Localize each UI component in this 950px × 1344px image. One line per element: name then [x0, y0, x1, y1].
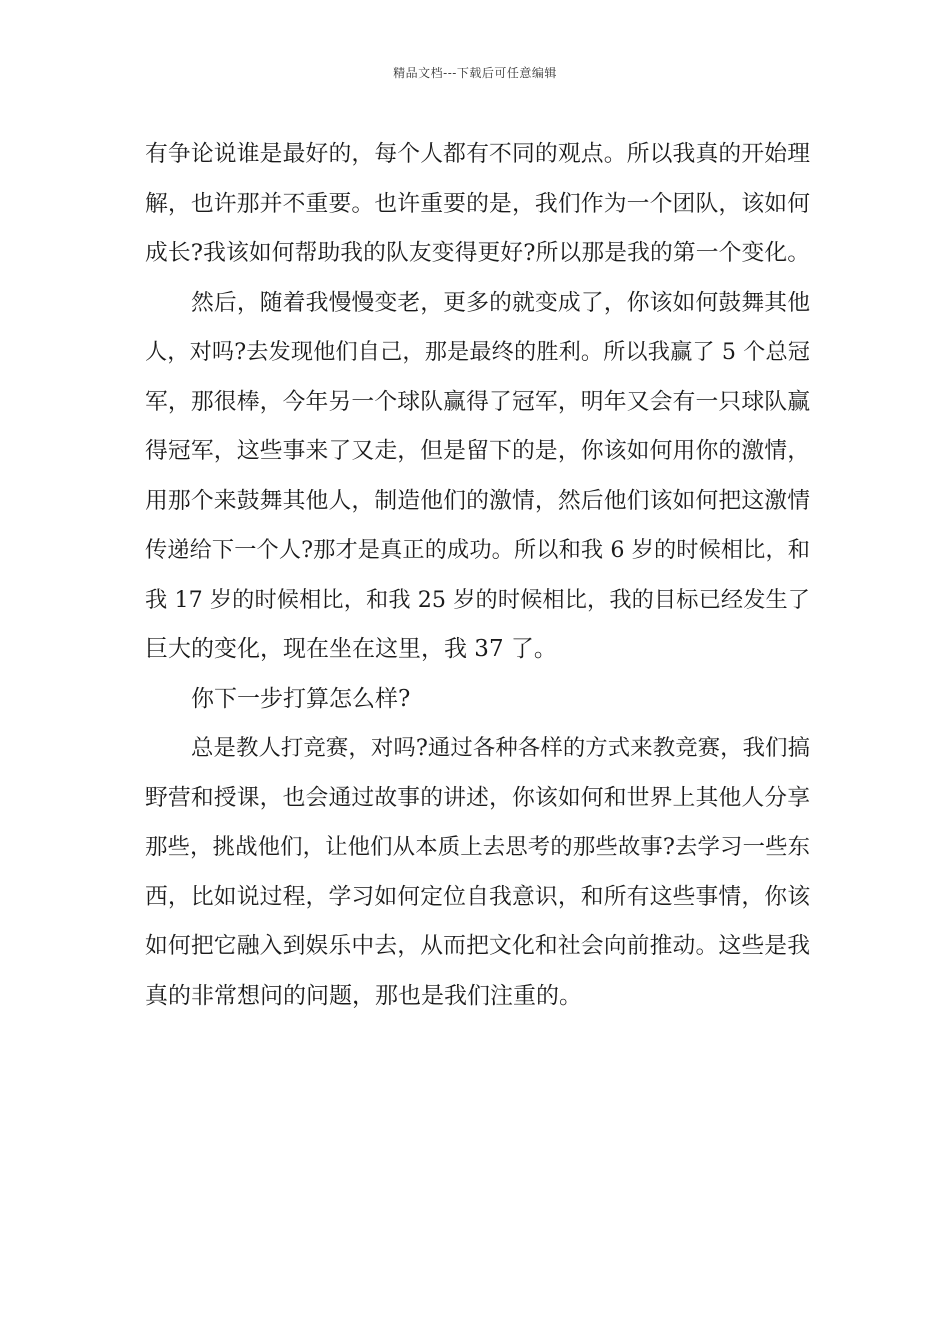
text-line: 总是教人打竞赛，对吗?通过各种各样的方式来教竞赛，我们搞	[191, 735, 810, 761]
text-line: 传递给下一个人?那才是真正的成功。所以和我 6 岁的时候相比，和	[145, 537, 810, 563]
text-line: 得冠军，这些事来了又走，但是留下的是，你该如何用你的激情，	[145, 438, 810, 464]
text-line: 成长?我该如何帮助我的队友变得更好?所以那是我的第一个变化。	[145, 240, 810, 266]
text-line: 真的非常想问的问题，那也是我们注重的。	[145, 982, 582, 1009]
text-line: 用那个来鼓舞其他人，制造他们的激情，然后他们该如何把这激情	[145, 487, 810, 514]
text-line: 野营和授课，也会通过故事的讲述，你该如何和世界上其他人分享	[145, 784, 810, 811]
text-line: 然后，随着我慢慢变老，更多的就变成了，你该如何鼓舞其他	[191, 289, 810, 316]
text-line: 那些，挑战他们，让他们从本质上去思考的那些故事?去学习一些东	[145, 834, 810, 860]
text-line: 西，比如说过程，学习如何定位自我意识，和所有这些事情，你该	[145, 883, 810, 910]
body-text	[145, 130, 810, 1021]
text-line: 军，那很棒，今年另一个球队赢得了冠军，明年又会有一只球队赢	[145, 388, 810, 415]
text-line: 我 17 岁的时候相比，和我 25 岁的时候相比，我的目标已经发生了	[145, 586, 810, 613]
text-line: 你下一步打算怎么样?	[191, 685, 411, 712]
text-line: 解，也许那并不重要。也许重要的是，我们作为一个团队，该如何	[145, 190, 810, 217]
page-header: 精品文档---下载后可任意编辑	[393, 66, 557, 80]
text-line: 巨大的变化，现在坐在这里，我 37 了。	[145, 636, 557, 662]
text-line: 有争论说谁是最好的，每个人都有不同的观点。所以我真的开始理	[145, 141, 810, 167]
text-line: 人，对吗?去发现他们自己，那是最终的胜利。所以我赢了 5 个总冠	[145, 339, 810, 365]
text-line: 如何把它融入到娱乐中去，从而把文化和社会向前推动。这些是我	[145, 933, 810, 959]
